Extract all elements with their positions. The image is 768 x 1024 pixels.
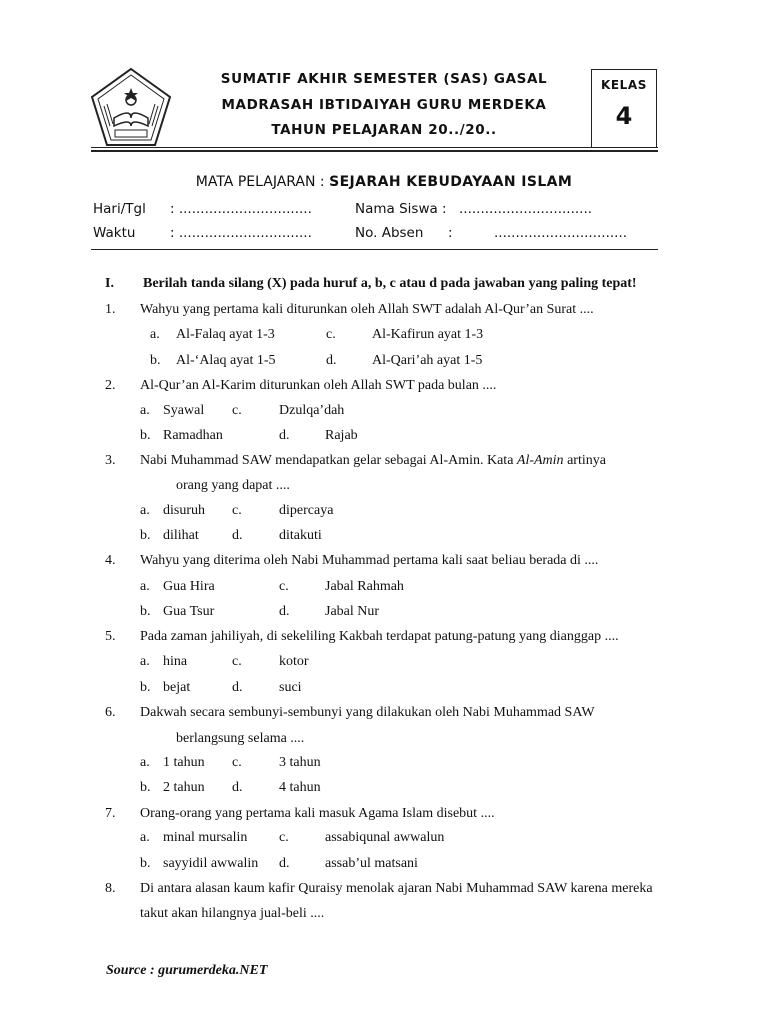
option-b[interactable]: bejat	[163, 680, 191, 695]
question-number: 3.	[105, 453, 116, 468]
option-letter: b.	[140, 856, 151, 871]
question-text-cont: berlangsung selama ....	[176, 731, 305, 746]
option-letter: a.	[150, 327, 160, 342]
question-text: Di antara alasan kaum kafir Quraisy menolak ajaran Nabi Muhammad SAW karena mereka	[140, 881, 653, 896]
question-text: Orang-orang yang pertama kali masuk Agama Islam disebut ....	[140, 806, 495, 821]
option-letter: d.	[279, 428, 290, 443]
question-number: 2.	[105, 378, 116, 393]
option-b[interactable]: sayyidil awwalin	[163, 856, 259, 871]
question-number: 6.	[105, 705, 116, 720]
option-a[interactable]: Al-Falaq ayat 1-3	[176, 327, 275, 342]
nama-field[interactable]: ...............................	[459, 201, 593, 217]
question-text-cont: orang yang dapat ....	[176, 478, 290, 493]
option-letter: d.	[232, 680, 243, 695]
option-letter: a.	[140, 503, 150, 518]
option-letter: b.	[150, 353, 161, 368]
question-text: Wahyu yang diterima oleh Nabi Muhammad pertama kali saat beliau berada di ....	[140, 553, 599, 568]
option-letter: a.	[140, 830, 150, 845]
option-c[interactable]: assabiqunal awwalun	[325, 830, 445, 845]
option-c[interactable]: kotor	[279, 654, 309, 669]
option-b[interactable]: 2 tahun	[163, 780, 205, 795]
option-c[interactable]: Dzulqa’dah	[279, 403, 345, 418]
header-rule-top	[91, 147, 658, 148]
option-d[interactable]: Jabal Nur	[325, 604, 380, 619]
waktu-field[interactable]: : ...............................	[170, 225, 312, 241]
section-number: I.	[105, 276, 114, 291]
option-letter: a.	[140, 579, 150, 594]
option-letter: a.	[140, 755, 150, 770]
header-year: TAHUN PELAJARAN 20../20..	[271, 122, 497, 138]
option-letter: b.	[140, 780, 151, 795]
question-text-pre: Nabi Muhammad SAW mendapatkan gelar sebagai Al-Amin. Kata	[140, 453, 517, 468]
option-letter: c.	[232, 654, 242, 669]
option-letter: d.	[279, 856, 290, 871]
option-letter: c.	[326, 327, 336, 342]
absen-label: No. Absen	[355, 225, 424, 241]
option-c[interactable]: 3 tahun	[279, 755, 321, 770]
question-text-post: artinya	[563, 453, 606, 468]
option-letter: d.	[279, 604, 290, 619]
option-a[interactable]: 1 tahun	[163, 755, 205, 770]
option-letter: c.	[232, 755, 242, 770]
absen-field[interactable]: ...............................	[494, 225, 628, 241]
nama-label: Nama Siswa :	[355, 201, 447, 217]
question-text: Al-Qur’an Al-Karim diturunkan oleh Allah SWT pada bulan ....	[140, 378, 497, 393]
option-a[interactable]: disuruh	[163, 503, 205, 518]
option-d[interactable]: suci	[279, 680, 302, 695]
option-c[interactable]: dipercaya	[279, 503, 334, 518]
option-letter: a.	[140, 403, 150, 418]
option-letter: b.	[140, 428, 151, 443]
hari-field[interactable]: : ...............................	[170, 201, 312, 217]
option-d[interactable]: ditakuti	[279, 528, 322, 543]
option-letter: b.	[140, 528, 151, 543]
option-b[interactable]: Ramadhan	[163, 428, 223, 443]
option-c[interactable]: Al-Kafirun ayat 1-3	[372, 327, 484, 342]
option-b[interactable]: Al-‘Alaq ayat 1-5	[176, 353, 276, 368]
option-b[interactable]: dilihat	[163, 528, 199, 543]
option-a[interactable]: Gua Hira	[163, 579, 215, 594]
section-heading	[105, 276, 637, 292]
option-letter: b.	[140, 604, 151, 619]
question-text: Wahyu yang pertama kali diturunkan oleh Allah SWT adalah Al-Qur’an Surat ....	[140, 302, 594, 317]
question-number: 4.	[105, 553, 116, 568]
option-d[interactable]: assab’ul matsani	[325, 856, 418, 871]
option-d[interactable]: Al-Qari’ah ayat 1-5	[372, 353, 483, 368]
option-letter: b.	[140, 680, 151, 695]
question-text: Pada zaman jahiliyah, di sekeliling Kakbah terdapat patung-patung yang dianggap ....	[140, 629, 619, 644]
question-text	[140, 453, 606, 469]
waktu-label: Waktu	[93, 225, 136, 241]
header-school: MADRASAH IBTIDAIYAH GURU MERDEKA	[221, 97, 547, 113]
question-number: 1.	[105, 302, 116, 317]
question-text-em: Al-Amin	[516, 453, 564, 468]
subject-name: SEJARAH KEBUDAYAAN ISLAM	[329, 174, 573, 190]
question-number: 5.	[105, 629, 116, 644]
option-a[interactable]: Syawal	[163, 403, 205, 418]
option-a[interactable]: hina	[163, 654, 188, 669]
option-b[interactable]: Gua Tsur	[163, 604, 215, 619]
kelas-box	[591, 69, 657, 148]
kelas-label: KELAS	[600, 78, 648, 92]
option-letter: d.	[232, 528, 243, 543]
option-letter: d.	[326, 353, 337, 368]
option-letter: c.	[232, 503, 242, 518]
source-footer: Source : gurumerdeka.NET	[106, 963, 268, 978]
hari-label: Hari/Tgl	[93, 201, 146, 217]
option-d[interactable]: Rajab	[325, 428, 358, 443]
absen-colon: :	[448, 225, 453, 241]
identity-rule	[91, 249, 658, 250]
question-text: Dakwah secara sembunyi-sembunyi yang dilakukan oleh Nabi Muhammad SAW	[140, 705, 595, 720]
option-letter: a.	[140, 654, 150, 669]
kelas-value: 4	[615, 102, 633, 130]
subject-line	[0, 174, 768, 190]
option-a[interactable]: minal mursalin	[163, 830, 248, 845]
option-letter: c.	[279, 830, 289, 845]
section-instruction: Berilah tanda silang (X) pada huruf a, b, c atau d pada jawaban yang paling tepat!	[143, 276, 637, 291]
option-letter: d.	[232, 780, 243, 795]
option-letter: c.	[279, 579, 289, 594]
header-rule-bottom	[91, 150, 658, 152]
option-letter: c.	[232, 403, 242, 418]
question-number: 7.	[105, 806, 116, 821]
option-d[interactable]: 4 tahun	[279, 780, 321, 795]
question-number: 8.	[105, 881, 116, 896]
option-c[interactable]: Jabal Rahmah	[325, 579, 404, 594]
header-title: SUMATIF AKHIR SEMESTER (SAS) GASAL	[220, 71, 548, 87]
question-text-cont: takut akan hilangnya jual-beli ....	[140, 906, 325, 921]
subject-prefix: MATA PELAJARAN :	[195, 174, 330, 190]
